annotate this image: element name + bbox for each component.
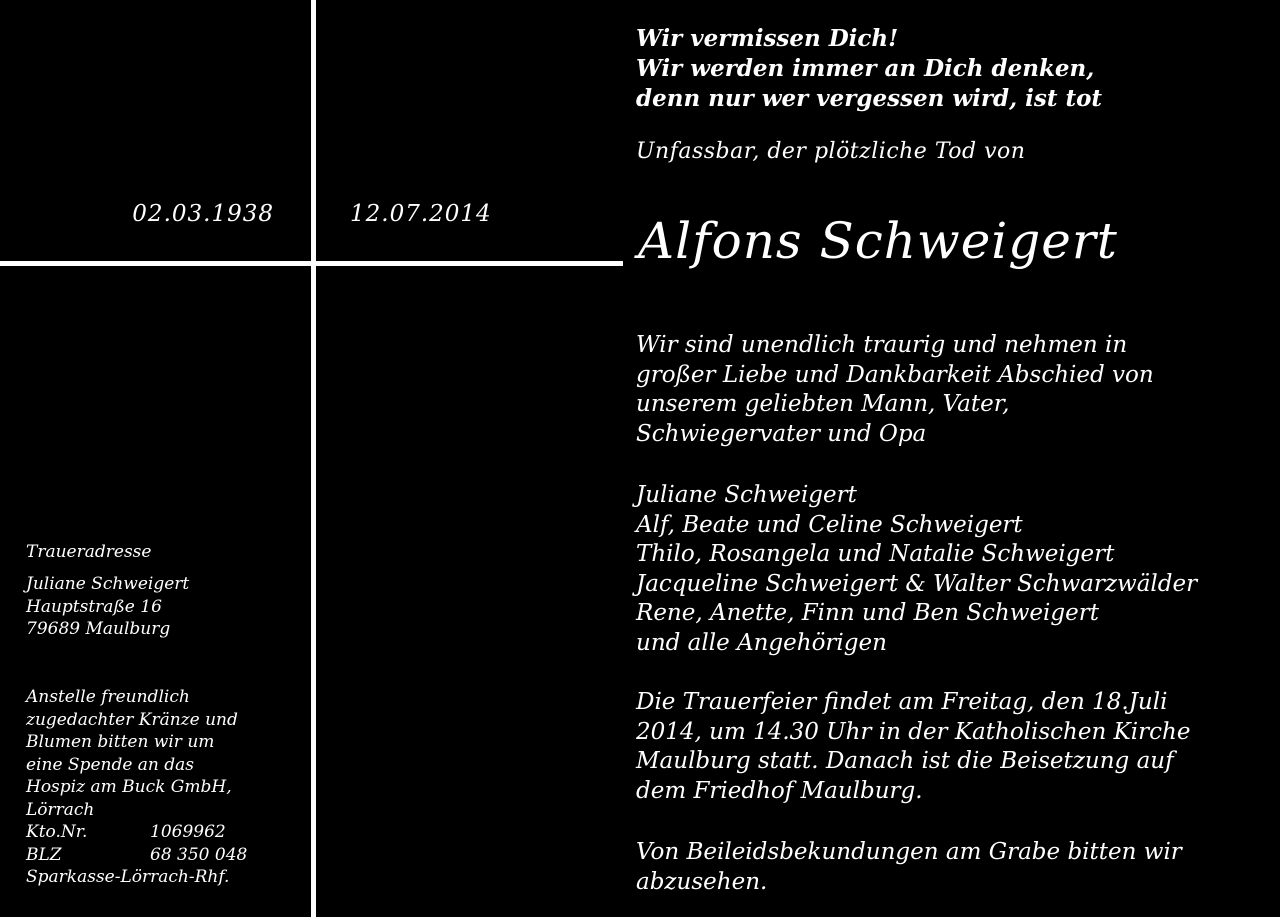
birth-date: 02.03.1938: [132, 201, 274, 227]
ceremony-line: 2014, um 14.30 Uhr in der Katholischen Kirche: [636, 718, 1191, 745]
ceremony-line: Maulburg statt. Danach ist die Beisetzung auf: [636, 748, 1174, 774]
bank-name: Sparkasse-Lörrach-Rhf.: [26, 867, 230, 887]
family-member: Rene, Anette, Finn und Ben Schweigert: [636, 600, 1099, 626]
ceremony-info: [636, 688, 1190, 806]
farewell-line: unserem geliebten Mann, Vater,: [636, 391, 1010, 417]
donation-line: Anstelle freundlich: [26, 687, 190, 707]
account-number-row: [26, 821, 247, 844]
farewell-line: Wir sind unendlich traurig und nehmen in: [636, 332, 1128, 358]
family-member: Alf, Beate und Celine Schweigert: [636, 511, 1023, 538]
family-list: [636, 481, 1197, 658]
cross-horizontal-bar: [0, 261, 623, 266]
family-member: und alle Angehörigen: [636, 629, 887, 656]
deceased-name: Alfons Schweigert: [638, 212, 1118, 270]
farewell-text: [636, 331, 1154, 449]
donation-request: [26, 686, 247, 889]
motto-line: denn nur wer vergessen wird, ist tot: [636, 85, 1103, 112]
death-date: 12.07.2014: [350, 201, 492, 227]
family-member: Juliane Schweigert: [636, 482, 857, 508]
family-member: Jacqueline Schweigert & Walter Schwarzwälder: [636, 570, 1198, 597]
address-line: 79689 Maulburg: [26, 619, 171, 639]
ceremony-line: Die Trauerfeier findet am Freitag, den 18.Juli: [636, 689, 1168, 715]
address-line: Juliane Schweigert: [26, 574, 190, 594]
donation-line: Hospiz am Buck GmbH,: [26, 777, 232, 797]
family-member: Thilo, Rosangela und Natalie Schweigert: [636, 541, 1115, 567]
donation-line: Blumen bitten wir um: [26, 732, 215, 752]
mourning-address: [26, 573, 189, 641]
condolence-line: abzusehen.: [636, 868, 768, 895]
motto-line: Wir werden immer an Dich denken,: [636, 55, 1095, 82]
intro-text: Unfassbar, der plötzliche Tod von: [636, 139, 1026, 164]
motto: [636, 24, 1102, 114]
donation-line: Lörrach: [26, 799, 95, 820]
donation-line: eine Spende an das: [26, 754, 195, 775]
ceremony-line: dem Friedhof Maulburg.: [636, 777, 923, 804]
address-heading: Traueradresse: [26, 542, 152, 562]
farewell-line: großer Liebe und Dankbarkeit Abschied von: [636, 361, 1154, 388]
account-label: Kto.Nr.: [26, 822, 88, 842]
account-value: 1069962: [150, 822, 226, 842]
condolence-note: [636, 838, 1182, 897]
motto-line: Wir vermissen Dich!: [636, 25, 899, 52]
condolence-line: Von Beileidsbekundungen am Grabe bitten wir: [636, 839, 1182, 865]
cross-vertical-bar: [311, 0, 316, 917]
farewell-line: Schwiegervater und Opa: [636, 420, 927, 447]
blz-value: 68 350 048: [150, 844, 248, 865]
donation-line: zugedachter Kränze und: [26, 709, 238, 730]
blz-label: BLZ: [26, 844, 62, 865]
address-line: Hauptstraße 16: [26, 596, 162, 617]
blz-row: [26, 844, 247, 867]
